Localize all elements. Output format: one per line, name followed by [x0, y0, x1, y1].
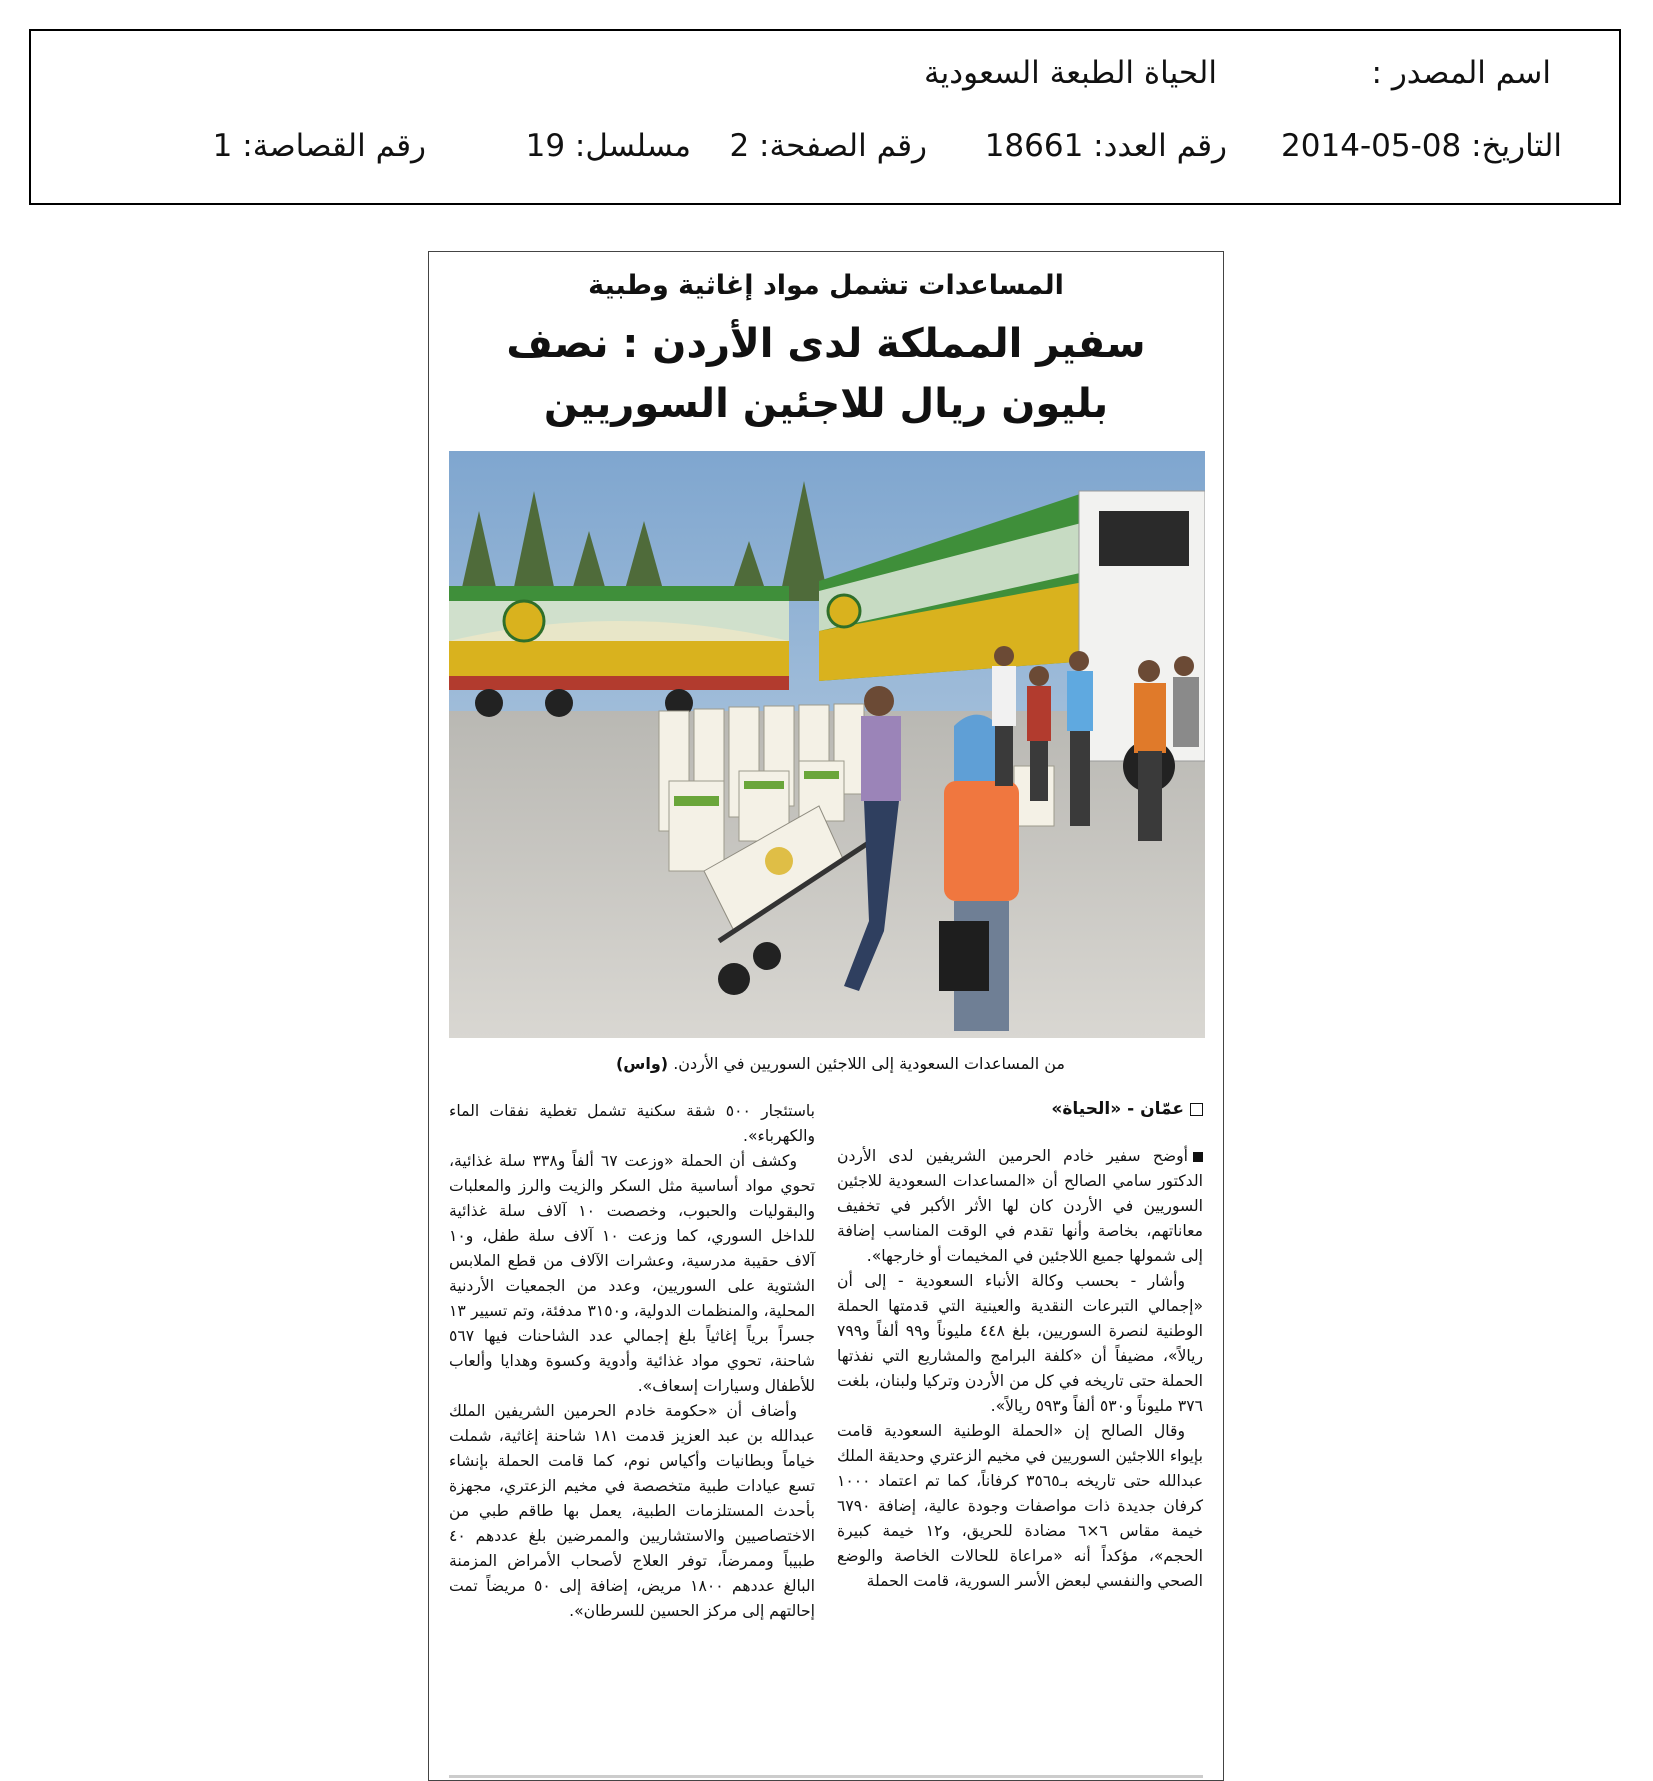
clip-number: رقم القصاصة: 1 — [212, 128, 426, 164]
source-label: اسم المصدر : — [1371, 55, 1551, 91]
aid-trucks-photo — [449, 451, 1205, 1038]
source-meta-box — [29, 29, 1621, 205]
byline-text: عمّان - «الحياة» — [1051, 1099, 1184, 1119]
date-field: التاريخ: 08-05-2014 — [1281, 128, 1562, 164]
byline — [837, 1097, 1203, 1122]
paragraph: وكشف أن الحملة «وزعت ٦٧ ألفاً و٣٣٨ سلة غذائية، تحوي مواد أساسية مثل السكر والزيت والرز والمعلبات والبقوليات والحبوب، وخصصت ١٠ آلاف سلة غذائية للداخل السوري، كما وزعت ١٠ آلاف سلة طفل، و١٠ آلاف حقيبة مدرسية، وعشرات الآلاف من قطع الملابس الشتوية على السوريين، وعدد من الجمعيات الأردنية المحلية، والمنظمات الدولية، و٣١٥٠ مدفئة، وتم تسيير ١٣ جسراً برياً إغاثياً بلغ إجمالي عدد الشاحنات فيها ٥٦٧ شاحنة، تحوي مواد غذائية وأدوية وكسوة وهدايا وألعاب للأطفال وسيارات إسعاف». — [449, 1152, 815, 1395]
bottom-rule — [449, 1775, 1203, 1778]
serial-number: مسلسل: 19 — [525, 128, 691, 164]
paragraph — [837, 1144, 1203, 1269]
square-bullet-icon — [1190, 1103, 1203, 1116]
photo-caption — [616, 1054, 1065, 1073]
paragraph-text: أوضح سفير خادم الحرمين الشريفين لدى الأردن الدكتور سامي الصالح أن «المساعدات السعودية للاجئين السوريين في الأردن كان لها الأثر الأكبر في تخفيف معاناتهم، بخاصة وأنها تقدم في الوقت المناسب إضافة إلى شمولها جميع اللاجئين في المخيمات أو خارجها». — [837, 1147, 1203, 1265]
paragraph: باستئجار ٥٠٠ شقة سكنية تشمل تغطية نفقات الماء والكهرباء». — [449, 1102, 816, 1145]
issue-number: رقم العدد: 18661 — [984, 128, 1227, 164]
black-square-icon — [1193, 1152, 1203, 1162]
caption-credit: (واس) — [615, 1054, 669, 1073]
page-number: رقم الصفحة: 2 — [729, 128, 927, 164]
headline-line-1: سفير المملكة لدى الأردن : نصف — [506, 321, 1146, 367]
paragraph: وقال الصالح إن «الحملة الوطنية السعودية قامت بإيواء اللاجئين السوريين في مخيم الزعتري وحديقة الملك عبدالله حتى تاريخه بـ٣٥٦٥ كرفاناً، كما تم اعتماد ١٠٠٠ كرفان جديدة ذات مواصفات وجودة عالية، إضافة ٦٧٩٠ خيمة مقاس ٦×٦ مضادة للحريق، و١٢ خيمة كبيرة الحجم»، مؤكداً أنه «مراعاة للحالات الخاصة والوضع الصحي والنفسي لبعض الأسر السورية، قامت الحملة — [837, 1422, 1204, 1590]
article-column-right — [837, 1097, 1203, 1594]
article-clipping — [428, 251, 1224, 1781]
paragraph: وأشار - بحسب وكالة الأنباء السعودية - إلى أن «إجمالي التبرعات النقدية والعينية التي قدمتها الحملة الوطنية لنصرة السوريين، بلغ ٤٤٨ مليوناً و٩٩ ألفاً و٧٩٩ ريالاً»، مضيفاً أن «كلفة البرامج والمشاريع التي نفذتها الحملة حتى تاريخه في كل من الأردن وتركيا ولبنان، بلغت ٣٧٦ مليوناً و٥٣٠ ألفاً و٥٩٣ ريالاً». — [837, 1272, 1204, 1415]
news-photo — [449, 451, 1205, 1038]
paragraph: وأضاف أن «حكومة خادم الحرمين الشريفين الملك عبدالله بن عبد العزيز قدمت ١٨١ شاحنة إغاثية، شملت خياماً وبطانيات وأكياس نوم، كما قامت الحملة بإنشاء تسع عيادات طبية متخصصة في مخيم الزعتري، مجهزة بأحدث المستلزمات الطبية، يعمل بها طاقم طبي من الاختصاصيين والاستشاريين والممرضين بلغ عددهم ٤٠ طبيباً وممرضاً، توفر العلاج لأصحاب الأمراض المزمنة البالغ عددهم ١٨٠٠ مريض، إضافة إلى ٥٠ مريضاً تمت إحالتهم إلى مركز الحسين للسرطان». — [449, 1402, 816, 1620]
article-column-left — [449, 1099, 815, 1624]
source-name: الحياة الطبعة السعودية — [924, 55, 1217, 91]
headline-line-2: بليون ريال للاجئين السوريين — [543, 381, 1109, 427]
article-kicker: المساعدات تشمل مواد إغاثية وطبية — [588, 270, 1064, 301]
caption-text: من المساعدات السعودية إلى اللاجئين السوريين في الأردن. — [673, 1054, 1065, 1073]
